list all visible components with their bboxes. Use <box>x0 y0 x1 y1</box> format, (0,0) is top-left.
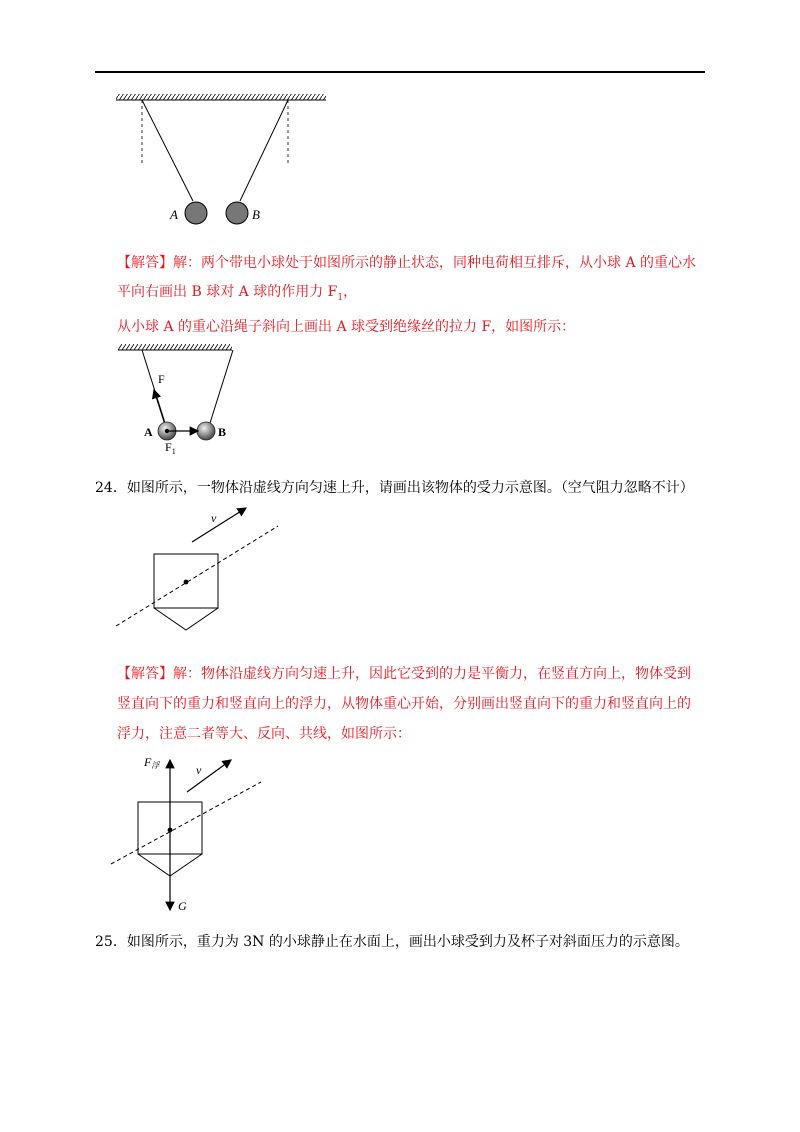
answer-24-line-2: 竖直向下的重力和竖直向上的浮力，从物体重心开始，分别画出竖直向下的重力和竖直向上的 <box>117 696 691 712</box>
answer-tag: 【解答】 <box>117 255 173 271</box>
answer-23-line-1: 【解答】解：两个带电小球处于如图所示的静止状态，同种电荷相互排斥，从小球 A 的重心水 <box>117 255 697 271</box>
velocity-label: v <box>211 511 217 525</box>
question-25: 25．如图所示，重力为 3N 的小球静止在水面上，画出小球受到力及杯子对斜面压力的示意图。 <box>95 934 689 950</box>
velocity-label: v <box>196 763 202 777</box>
ball-a-label: A <box>170 207 178 222</box>
header-rule <box>95 71 705 73</box>
force-f-label: F <box>158 372 165 386</box>
answer-24 <box>117 659 717 749</box>
answer-24-line-3: 浮力，注意二者等大、反向、共线，如图所示： <box>117 726 411 742</box>
figure-ball-forces <box>110 338 250 458</box>
ball-b-label: B <box>218 425 227 439</box>
figure-charged-balls <box>110 90 340 230</box>
ball-a-label: A <box>144 425 153 439</box>
buoyancy-label: F浮 <box>144 755 160 770</box>
force-f1-label: $F_1$ <box>165 440 176 456</box>
figure-moving-object <box>110 500 290 635</box>
question-24: 24．如图所示，一物体沿虚线方向匀速上升，请画出该物体的受力示意图。（空气阻力忽略不计） <box>95 480 694 496</box>
answer-23 <box>117 249 717 342</box>
answer-23-line-2: 平向右画出 B 球对 A 球的作用力 $F_1$， <box>117 284 358 303</box>
answer-tag: 【解答】 <box>117 666 173 682</box>
gravity-label: G <box>178 899 187 913</box>
answer-24-line-1: 【解答】解：物体沿虚线方向匀速上升，因此它受到的力是平衡力，在竖直方向上，物体受到 <box>117 666 691 682</box>
figure-object-forces <box>105 752 265 917</box>
answer-23-line-3: 从小球 A 的重心沿绳子斜向上画出 A 球受到绝缘丝的拉力 F，如图所示： <box>117 318 576 335</box>
ball-b-label: B <box>252 207 260 222</box>
